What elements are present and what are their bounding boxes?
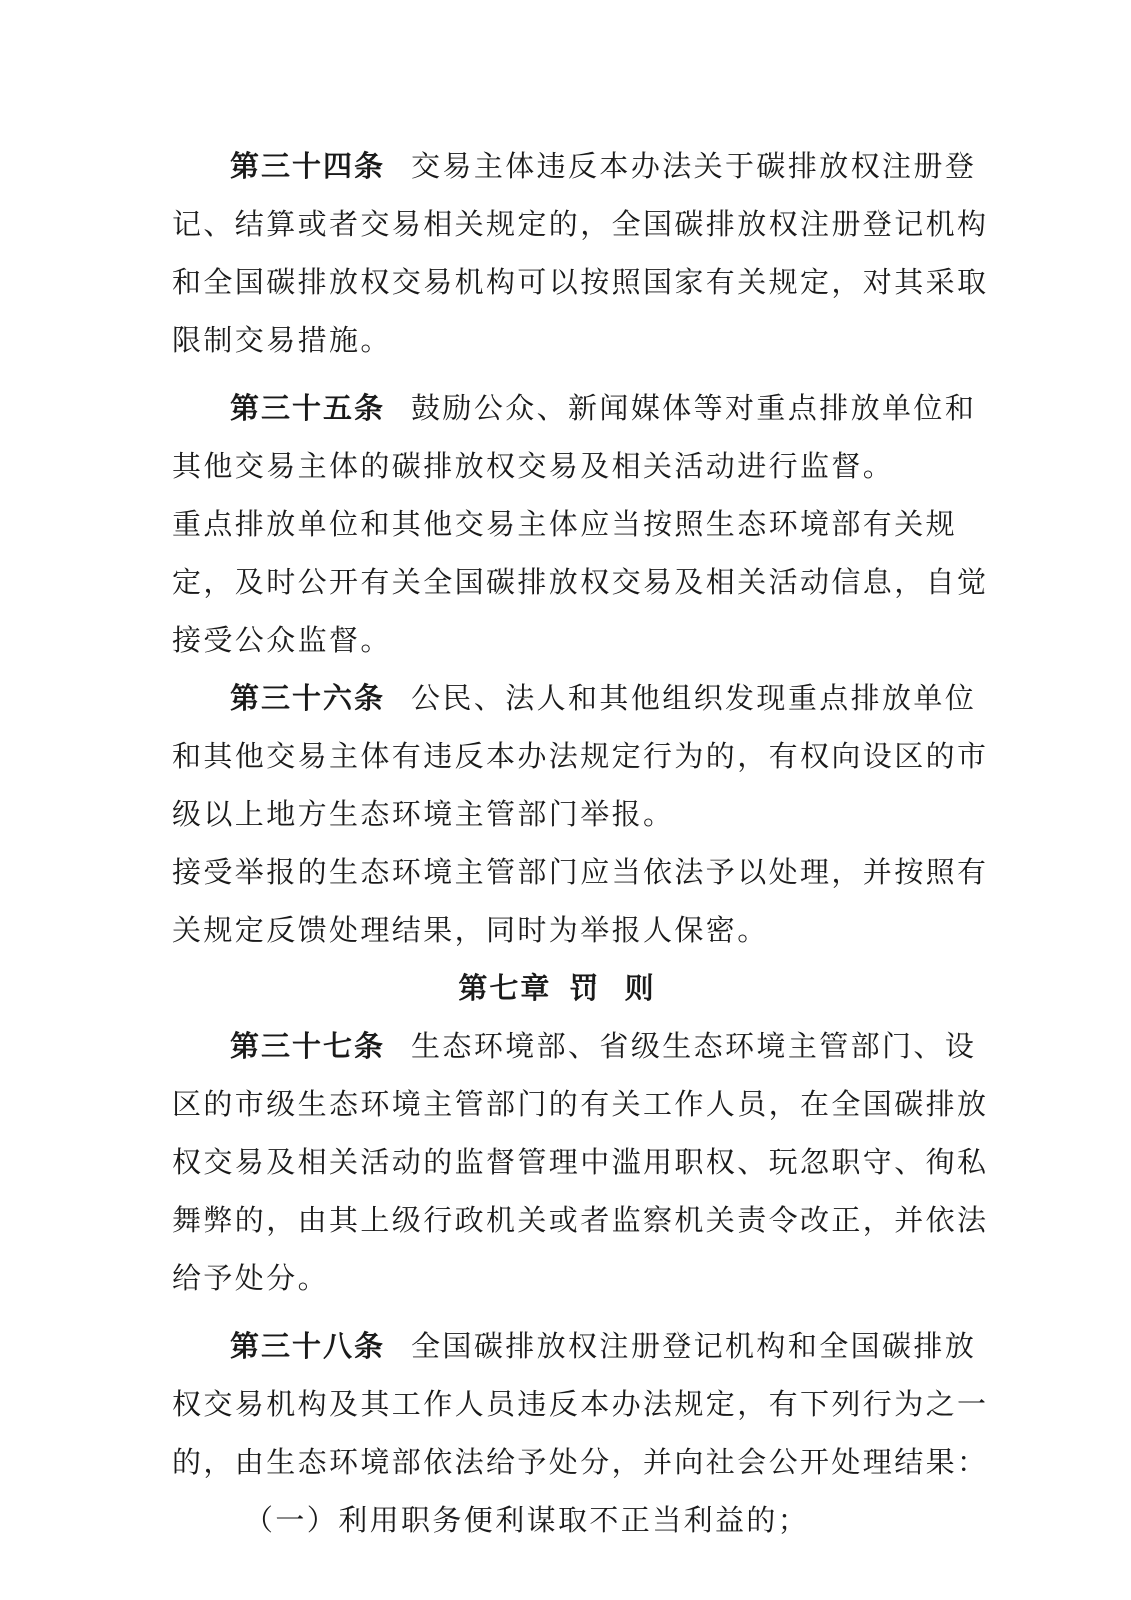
chapter-title: 罚 则 [569,971,656,1005]
chapter-number: 第七章 [458,971,552,1005]
article-line: 权交易机构及其工作人员违反本办法规定，有下列行为之一 [172,1387,989,1421]
article-number: 第三十八条 [230,1329,386,1363]
article-line: 权交易及相关活动的监督管理中滥用职权、玩忽职守、徇私 [172,1145,989,1179]
document-page [172,137,989,1549]
article-38 [172,1317,989,1549]
article-first-line: 第三十八条 全国碳排放权注册登记机构和全国碳排放 [230,1329,977,1363]
article-item: （一）利用职务便利谋取不正当利益的； [244,1503,810,1537]
chapter-heading [172,959,942,1017]
article-paragraph-line: 接受举报的生态环境主管部门应当依法予以处理，并按照有 [172,855,989,889]
article-line: 舞弊的，由其上级行政机关或者监察机关责令改正，并依法 [172,1203,989,1237]
article-number: 第三十六条 [230,681,386,715]
article-line: 的，由生态环境部依法给予处分，并向社会公开处理结果： [172,1445,989,1479]
article-line: 和全国碳排放权交易机构可以按照国家有关规定，对其采取 [172,265,989,299]
article-number: 第三十七条 [230,1029,386,1063]
article-35 [172,379,989,669]
article-34 [172,137,989,369]
article-line: 其他交易主体的碳排放权交易及相关活动进行监督。 [172,449,895,483]
article-first-line: 第三十六条 公民、法人和其他组织发现重点排放单位 [230,681,977,715]
article-number: 第三十四条 [230,149,386,183]
article-line: 级以上地方生态环境主管部门举报。 [172,797,675,831]
article-line: 给予处分。 [172,1261,330,1295]
article-37 [172,1017,989,1307]
article-first-line: 第三十七条 生态环境部、省级生态环境主管部门、设 [230,1029,977,1063]
article-36 [172,669,989,959]
article-paragraph-line: 重点排放单位和其他交易主体应当按照生态环境部有关规 [172,507,958,541]
article-line: 记、结算或者交易相关规定的，全国碳排放权注册登记机构 [172,207,989,241]
article-paragraph-line: 定，及时公开有关全国碳排放权交易及相关活动信息，自觉 [172,565,989,599]
article-line: 区的市级生态环境主管部门的有关工作人员，在全国碳排放 [172,1087,989,1121]
article-paragraph-line: 接受公众监督。 [172,623,392,657]
article-number: 第三十五条 [230,391,386,425]
article-first-line: 第三十四条 交易主体违反本办法关于碳排放权注册登 [230,149,977,183]
article-line: 限制交易措施。 [172,323,392,357]
article-line: 和其他交易主体有违反本办法规定行为的，有权向设区的市 [172,739,989,773]
article-first-line: 第三十五条 鼓励公众、新闻媒体等对重点排放单位和 [230,391,977,425]
article-paragraph-line: 关规定反馈处理结果，同时为举报人保密。 [172,913,769,947]
